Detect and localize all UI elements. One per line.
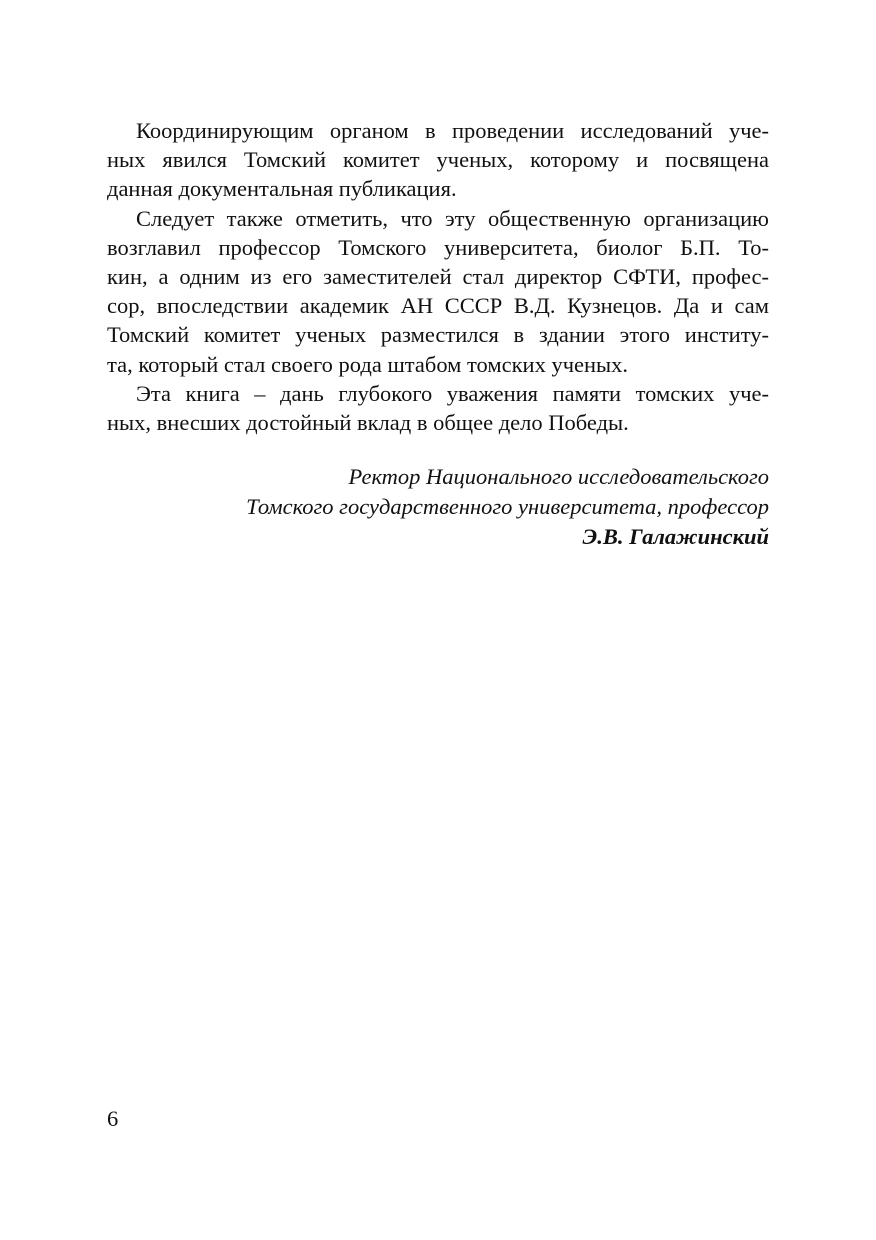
body-text xyxy=(107,116,769,437)
signature-block xyxy=(246,462,769,552)
text-line: Следует также отметить, что эту общественную организацию xyxy=(136,205,769,231)
paragraph-2 xyxy=(107,204,769,379)
paragraph-3 xyxy=(107,379,769,437)
text-line: возглавил профессор Томского университета, биолог Б.П. То- xyxy=(107,234,769,260)
text-line: сор, впоследствии академик АН СССР В.Д. Кузнецов. Да и сам xyxy=(107,293,769,319)
text-line: Координирующим органом в проведении исследований уче- xyxy=(136,118,769,143)
signatory-position: Ректор Национального исследовательского xyxy=(348,464,769,489)
text-line: ных явился Томский комитет ученых, которому и посвящена xyxy=(107,147,769,173)
signatory-name: Э.В. Галажинский xyxy=(582,524,769,549)
text-line: кин, а одним из его заместителей стал директор СФТИ, профес- xyxy=(107,263,769,289)
page-number: 6 xyxy=(107,1106,119,1131)
paragraph-1 xyxy=(107,116,769,204)
text-line: та, который стал своего рода штабом томских ученых. xyxy=(107,351,629,377)
signatory-position: Томского государственного университета, профессор xyxy=(246,494,769,519)
text-line: ных, внесших достойный вклад в общее дело Победы. xyxy=(107,409,629,435)
text-line: Эта книга – дань глубокого уважения памяти томских уче- xyxy=(136,380,769,406)
text-line: Томский комитет ученых разместился в здании этого институ- xyxy=(107,322,769,348)
text-line: данная документальная публикация. xyxy=(107,176,457,202)
